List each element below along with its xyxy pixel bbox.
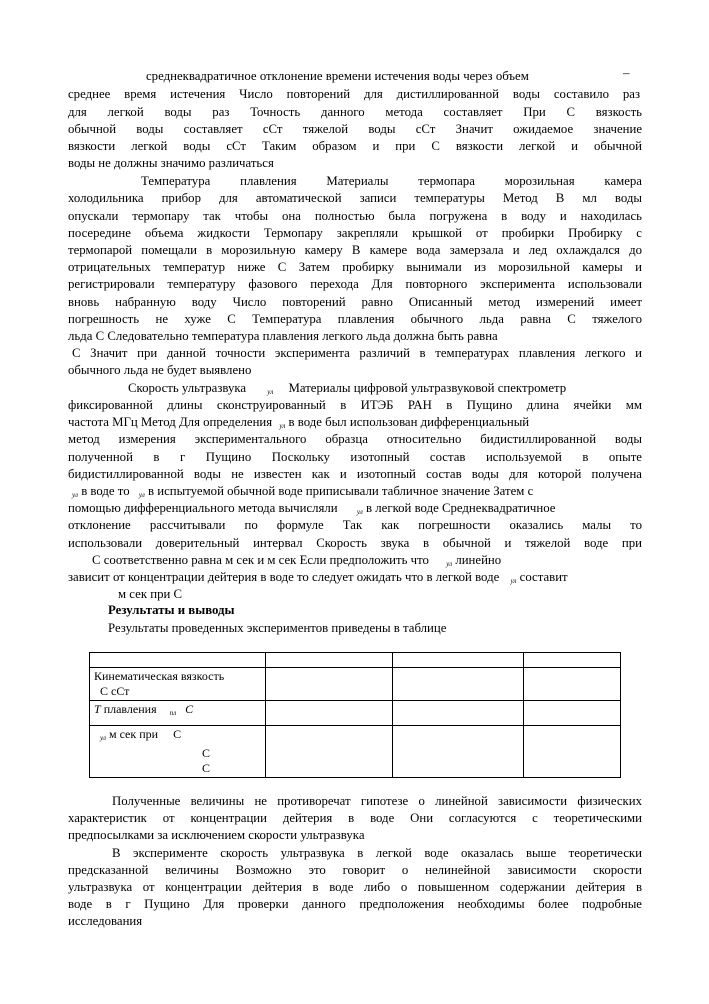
- text-line: ультразвука от концентрации дейтерия в воде либо о повышенном содержании дейтерия в: [68, 880, 642, 894]
- text-line: Скорость ультразвука $_{ул}$ Материалы цифровой ультразвуковой спектрометр: [128, 381, 567, 396]
- text-line: среднеквадратичное отклонение времени истечения воды через объем: [146, 69, 529, 83]
- text-line: исследования: [68, 914, 143, 928]
- text-line: характеристик от концентрации дейтерия в воде Они согласуются с теоретическими: [68, 811, 642, 825]
- text-line: для легкой воды раз Точность данного метода составляет При С вязкость: [68, 105, 642, 119]
- table-cell: [393, 726, 524, 778]
- text-line: помощью дифференциального метода вычисляли $_{ул}$ в легкой воде Среднеквадратичное: [68, 501, 556, 516]
- subscript: ул: [356, 508, 363, 516]
- table-cell: [393, 668, 524, 701]
- text-line: предпосылками за исключением скорости ультразвука: [68, 828, 365, 842]
- table-row: [90, 726, 621, 778]
- text-line: погрешность не хуже С Температура плавления обычного льда равна С тяжелого: [68, 312, 642, 326]
- subscript: ул: [138, 491, 145, 499]
- text-line: среднее время истечения Число повторений для дистиллированной воды составило раз: [68, 87, 640, 101]
- top-dash-mark: –: [623, 65, 630, 80]
- table-cell: [393, 701, 524, 726]
- text-line: вязкости легкой воды сСт Таким образом и при С вязкости легкой и обычной: [68, 139, 642, 153]
- text-line: холодильника прибор для автоматической записи температуры Метод В мл воды: [68, 191, 642, 205]
- text-line: воды не должны значимо различаться: [68, 156, 274, 170]
- row-label-viscosity: Кинематическая вязкость С сСт: [90, 668, 266, 701]
- text-line: регистрировали температуру фазового перехода Для повторного эксперимента использовали: [68, 277, 642, 291]
- subscript: ул: [72, 491, 78, 499]
- table-cell: [393, 653, 524, 668]
- subscript: ул: [100, 734, 106, 742]
- subscript: ул: [446, 560, 453, 568]
- text-line: С соответственно равна м сек и м сек Если предположить что $_{ул}$ линейно: [92, 553, 502, 568]
- table-cell: [90, 653, 266, 668]
- text-line: предсказанной величины Возможно это говорит о нелинейной зависимости скорости: [68, 863, 642, 877]
- table-cell: [524, 668, 621, 701]
- table-cell: [266, 668, 393, 701]
- subscript: ул: [510, 577, 517, 585]
- text-line: С Значит при данной точности эксперимента различий в температурах плавления легкого и: [72, 346, 642, 360]
- table-cell: [524, 653, 621, 668]
- text-line: обычного льда не будет выявлено: [68, 363, 252, 377]
- table-cell: [266, 726, 393, 778]
- text-line: бидистиллированной воды не известен как и изотопный состав воды для которой получена: [68, 467, 642, 481]
- table-cell: [524, 726, 621, 778]
- results-table: [89, 652, 621, 778]
- text-line: использовали доверительный интервал Скорость звука в обычной и тяжелой воде при: [68, 536, 642, 550]
- text-line: льда С Следовательно температура плавления легкого льда должна быть равна: [68, 329, 498, 343]
- subscript: пл: [169, 709, 177, 717]
- text-line: вновь набранную воду Число повторений равно Описанный метод измерений имеет: [68, 295, 642, 309]
- subscript: ул: [279, 422, 286, 430]
- text-line: м сек при С: [118, 587, 183, 601]
- text-line: обычной воды составляет сСт тяжелой воды сСт Значит ожидаемое значение: [68, 122, 642, 136]
- row-label-ultrasound: $_{ул}$ м сек при С С С: [90, 726, 266, 778]
- results-intro: Результаты проведенных экспериментов приведены в таблице: [108, 621, 447, 635]
- text-line: термопарой помещали в морозильную камеру В камере вода замерзала и лед охлаждался до: [68, 243, 642, 257]
- text-line: опускали термопару так чтобы она полностью была погружена в воду и находилась: [68, 209, 642, 223]
- text-line: воде в г Пущино Для проверки данного предположения необходимы более подробные: [68, 897, 642, 911]
- subscript: ул: [267, 388, 274, 396]
- row-label-melting: Т плавления $_{пл}$ С: [90, 701, 266, 726]
- table-row: [90, 701, 621, 726]
- text-line: полученной в г Пущино Поскольку изотопный состав используемой в опыте: [68, 450, 642, 464]
- text-line: зависит от концентрации дейтерия в воде то следует ожидать что в легкой воде $_{ул}$ составит: [68, 570, 568, 585]
- text-line: посередине объема жидкости Термопару закрепляли крышкой от пробирки Пробирку с: [68, 226, 642, 240]
- text-line: отрицательных температур ниже С Затем пробирку вынимали из морозильной камеры и: [68, 260, 642, 274]
- text-line: Полученные величины не противоречат гипотезе о линейной зависимости физических: [112, 794, 642, 808]
- table-cell: [524, 701, 621, 726]
- text-line: частота МГц Метод Для определения $_{ул}$ в воде был использован дифференциальный: [68, 415, 530, 430]
- text-line: отклонение рассчитывали по формуле Так как погрешности оказались малы то: [68, 518, 642, 532]
- table-row: [90, 668, 621, 701]
- table-header-row: [90, 653, 621, 668]
- table-cell: [266, 653, 393, 668]
- text-line: В эксперименте скорость ультразвука в легкой воде оказалась выше теоретически: [112, 846, 642, 860]
- text-line: Температура плавления Материалы термопара морозильная камера: [141, 174, 642, 188]
- text-line: фиксированной длины сконструированный в ИТЭБ РАН в Пущино длина ячейки мм: [68, 398, 642, 412]
- section-heading: Результаты и выводы: [108, 603, 235, 617]
- text-line: метод измерения экспериментального образца относительно бидистиллированной воды: [68, 432, 642, 446]
- text-line: $_{ул}$ в воде то $_{ул}$ в испытуемой обычной воде приписывали табличное значение Затем с: [72, 484, 534, 499]
- table-cell: [266, 701, 393, 726]
